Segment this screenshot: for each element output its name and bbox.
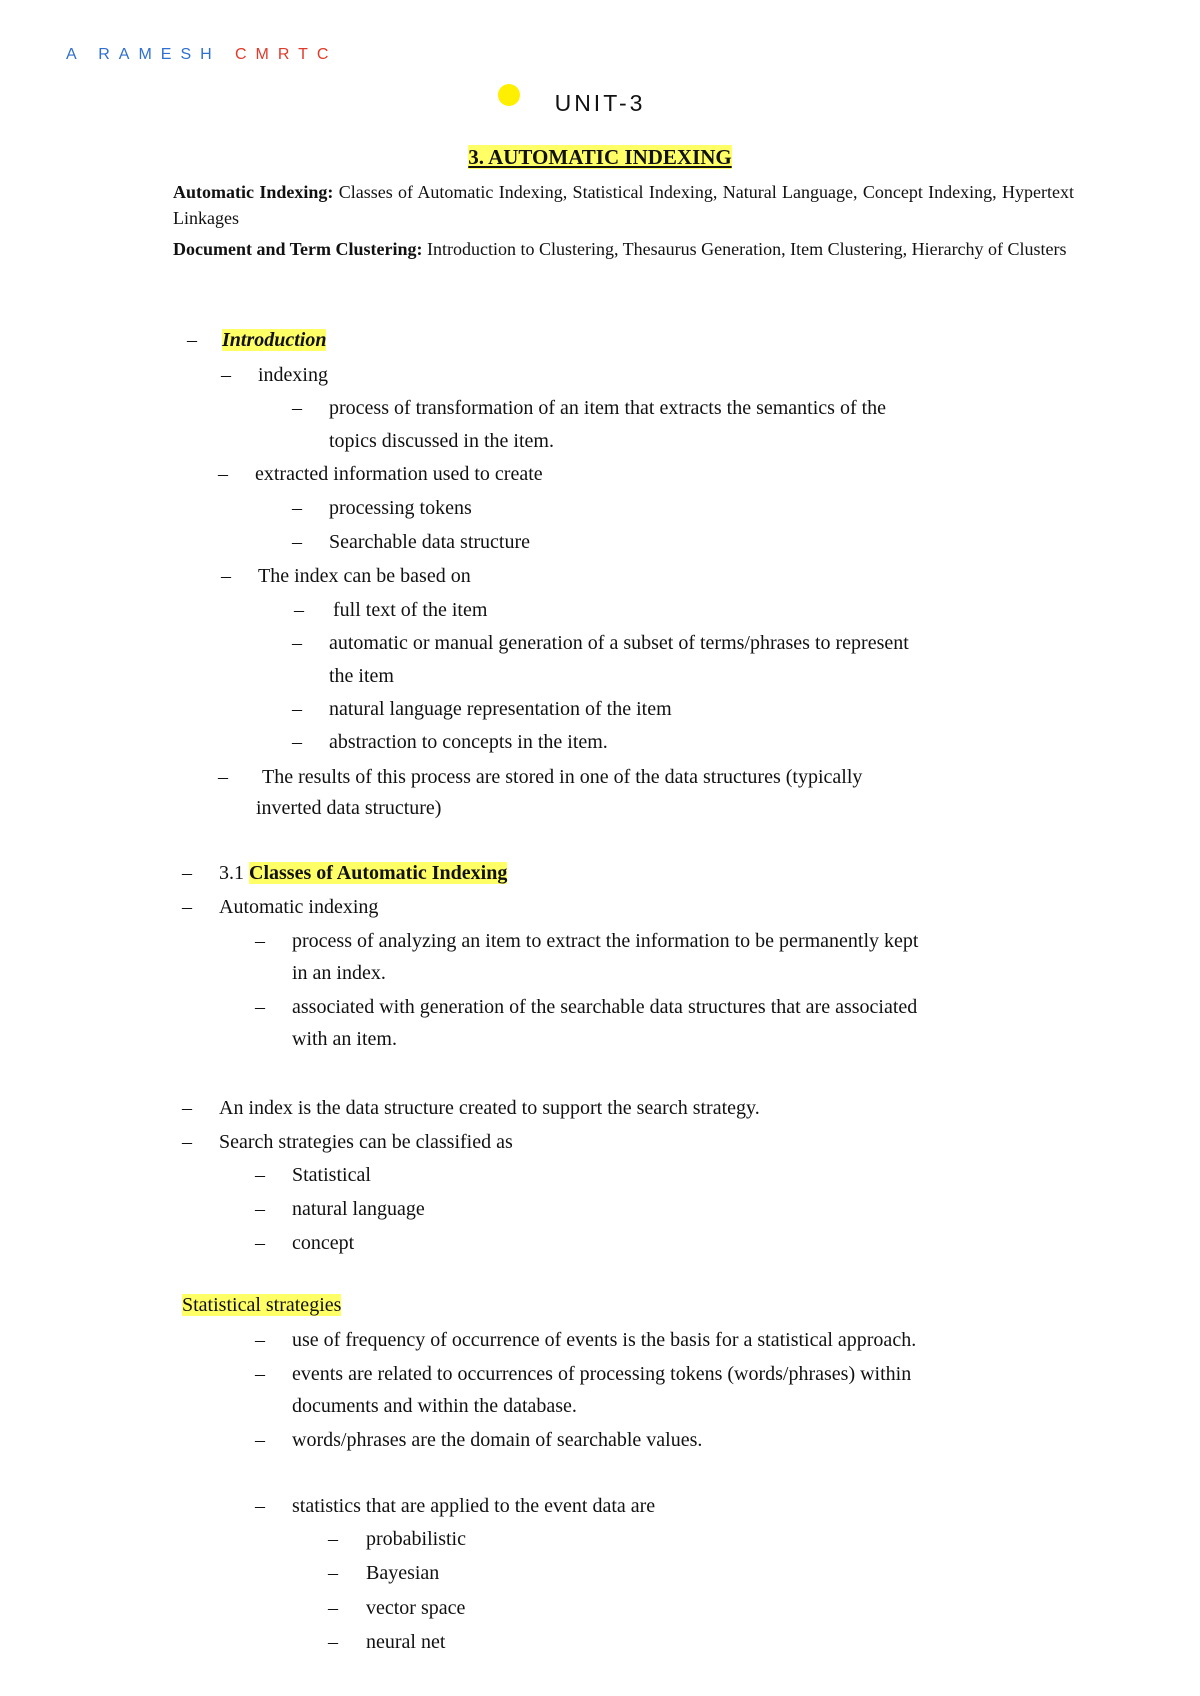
- list-item-continuation: inverted data structure): [256, 797, 442, 819]
- bullet-dash: –: [221, 565, 231, 587]
- list-item: extracted information used to create: [255, 463, 543, 485]
- list-item: natural language: [292, 1198, 425, 1220]
- bullet-dash: –: [328, 1631, 338, 1653]
- section-heading-classes: [219, 861, 507, 885]
- list-item: full text of the item: [333, 599, 488, 621]
- list-item: Searchable data structure: [329, 531, 531, 553]
- list-item: Statistical: [292, 1164, 371, 1186]
- syllabus-heading: Document and Term Clustering:: [173, 239, 423, 259]
- list-item: automatic or manual generation of a subset of terms/phrases to represent: [329, 632, 909, 654]
- bullet-dash: –: [328, 1528, 338, 1550]
- list-item-continuation: the item: [329, 665, 394, 687]
- bullet-dash: –: [328, 1597, 338, 1619]
- section-heading-introduction: [222, 328, 326, 352]
- list-item: neural net: [366, 1631, 446, 1653]
- syllabus-automatic-indexing: [173, 179, 1074, 231]
- list-item: abstraction to concepts in the item.: [329, 731, 608, 753]
- classes-label: Classes of Automatic Indexing: [249, 862, 508, 884]
- statistical-strategies-label: Statistical strategies: [182, 1294, 342, 1316]
- syllabus-text: Classes of Automatic Indexing, Statistical Indexing, Natural Language, Concept Indexing, Hypertext Linkages: [173, 182, 1074, 228]
- list-item: An index is the data structure created to support the search strategy.: [219, 1097, 760, 1119]
- list-item: processing tokens: [329, 497, 472, 519]
- bullet-dash: –: [255, 1232, 265, 1254]
- bullet-dash: –: [294, 599, 304, 621]
- bullet-dash: –: [292, 397, 302, 419]
- chapter-title: [0, 145, 1200, 170]
- bullet-dash: –: [255, 1495, 265, 1517]
- bullet-dash: –: [292, 531, 302, 553]
- list-item: probabilistic: [366, 1528, 466, 1550]
- bullet-dash: –: [221, 364, 231, 386]
- bullet-dash: –: [328, 1562, 338, 1584]
- list-item: Bayesian: [366, 1562, 440, 1584]
- syllabus-heading: Automatic Indexing:: [173, 182, 334, 202]
- bullet-dash: –: [182, 1131, 192, 1153]
- bullet-dash: –: [218, 463, 228, 485]
- bullet-dash: –: [255, 1198, 265, 1220]
- section-number: 3.1: [219, 862, 249, 884]
- list-item: events are related to occurrences of processing tokens (words/phrases) within: [292, 1363, 912, 1385]
- bullet-dash: –: [187, 329, 197, 351]
- list-item-continuation: documents and within the database.: [292, 1395, 577, 1417]
- bullet-dash: –: [292, 632, 302, 654]
- syllabus-text: Introduction to Clustering, Thesaurus Generation, Item Clustering, Hierarchy of Clusters: [422, 239, 1067, 259]
- unit-title: UNIT-3: [554, 90, 646, 116]
- introduction-label: Introduction: [222, 329, 327, 351]
- list-item-continuation: topics discussed in the item.: [329, 430, 554, 452]
- list-item: process of analyzing an item to extract the information to be permanently kept: [292, 930, 919, 952]
- list-item: associated with generation of the searchable data structures that are associated: [292, 996, 918, 1018]
- bullet-dash: –: [255, 1429, 265, 1451]
- list-item: process of transformation of an item that extracts the semantics of the: [329, 397, 887, 419]
- bullet-dash: –: [182, 896, 192, 918]
- list-item: concept: [292, 1232, 355, 1254]
- list-item: use of frequency of occurrence of events is the basis for a statistical approach.: [292, 1329, 917, 1351]
- bullet-dash: –: [182, 1097, 192, 1119]
- bullet-dash: –: [182, 862, 192, 884]
- list-item: indexing: [258, 364, 328, 386]
- institution-name: CMRTC: [235, 46, 338, 63]
- list-item: Automatic indexing: [219, 896, 379, 918]
- list-item-continuation: in an index.: [292, 962, 386, 984]
- section-heading-statistical: [182, 1293, 341, 1317]
- bullet-dash: –: [255, 1329, 265, 1351]
- list-item: vector space: [366, 1597, 466, 1619]
- bullet-dash: –: [292, 497, 302, 519]
- list-item: statistics that are applied to the event data are: [292, 1495, 656, 1517]
- list-item-continuation: with an item.: [292, 1028, 397, 1050]
- list-item: natural language representation of the item: [329, 698, 672, 720]
- bullet-dash: –: [255, 1164, 265, 1186]
- list-item: The index can be based on: [258, 565, 471, 587]
- bullet-dash: –: [255, 996, 265, 1018]
- chapter-title-text: 3. AUTOMATIC INDEXING: [468, 145, 732, 169]
- list-item: Search strategies can be classified as: [219, 1131, 513, 1153]
- syllabus-clustering: [173, 236, 1074, 262]
- list-item: The results of this process are stored in one of the data structures (typically: [262, 766, 863, 788]
- author-name: A RAMESH: [66, 46, 221, 63]
- bullet-dash: –: [218, 766, 228, 788]
- bullet-dash: –: [255, 1363, 265, 1385]
- list-item: words/phrases are the domain of searchable values.: [292, 1429, 703, 1451]
- bullet-dash: –: [292, 698, 302, 720]
- bullet-dash: –: [292, 731, 302, 753]
- bullet-dash: –: [255, 930, 265, 952]
